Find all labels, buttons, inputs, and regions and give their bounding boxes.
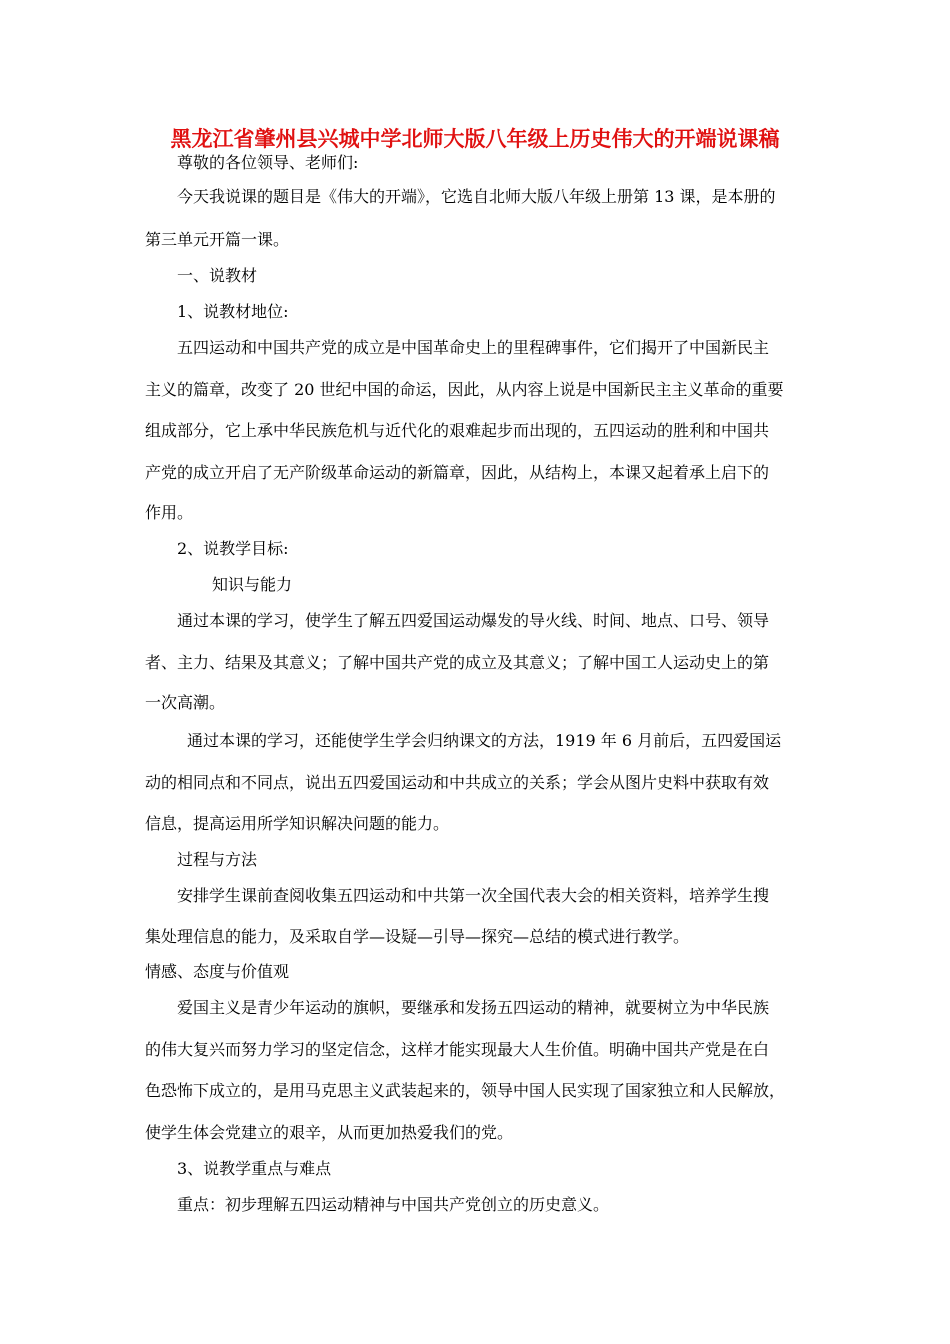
paragraph-line: 安排学生课前查阅收集五四运动和中共第一次全国代表大会的相关资料，培养学生搜 [177, 886, 770, 905]
subheading: 知识与能力 [212, 575, 293, 594]
paragraph-line: 的伟大复兴而努力学习的坚定信念，这样才能实现最大人生价值。明确中国共产党是在白 [145, 1040, 770, 1059]
paragraph-line: 第三单元开篇一课。 [145, 230, 290, 249]
paragraph-line: 五四运动和中国共产党的成立是中国革命史上的里程碑事件，它们揭开了中国新民主 [177, 338, 770, 357]
paragraph-line: 今天我说课的题目是《伟大的开端》，它选自北师大版八年级上册第 13 课，是本册的 [177, 187, 776, 206]
paragraph-line: 动的相同点和不同点，说出五四爱国运动和中共成立的关系；学会从图片史料中获取有效 [145, 773, 770, 792]
paragraph-line: 组成部分，它上承中华民族危机与近代化的艰难起步而出现的，五四运动的胜利和中国共 [145, 421, 770, 440]
paragraph-line: 产党的成立开启了无产阶级革命运动的新篇章，因此，从结构上，本课又起着承上启下的 [145, 463, 770, 482]
subsection-heading: 3、说教学重点与难点 [177, 1159, 332, 1178]
paragraph-line: 通过本课的学习，还能使学生学会归纳课文的方法，1919 年 6 月前后，五四爱国运 [187, 731, 782, 750]
paragraph-line: 重点：初步理解五四运动精神与中国共产党创立的历史意义。 [177, 1195, 610, 1214]
subsection-heading: 2、说教学目标: [177, 539, 289, 558]
paragraph-line: 色恐怖下成立的，是用马克思主义武装起来的，领导中国人民实现了国家独立和人民解放， [145, 1081, 786, 1100]
subsection-heading: 1、说教材地位: [177, 302, 289, 321]
document-title: 黑龙江省肇州县兴城中学北师大版八年级上历史伟大的开端说课稿 [170, 127, 780, 151]
paragraph-line: 集处理信息的能力，及采取自学—设疑—引导—探究—总结的模式进行教学。 [145, 927, 690, 946]
paragraph-line: 作用。 [145, 503, 194, 522]
subheading: 过程与方法 [177, 850, 258, 869]
paragraph-line: 一次高潮。 [145, 693, 226, 712]
paragraph-line: 使学生体会党建立的艰辛，从而更加热爱我们的党。 [145, 1123, 514, 1142]
paragraph-line: 信息，提高运用所学知识解决问题的能力。 [145, 814, 450, 833]
section-heading: 一、说教材 [177, 266, 258, 285]
paragraph-line: 爱国主义是青少年运动的旗帜，要继承和发扬五四运动的精神，就要树立为中华民族 [177, 998, 770, 1017]
paragraph-line: 通过本课的学习，使学生了解五四爱国运动爆发的导火线、时间、地点、口号、领导 [177, 611, 770, 630]
greeting: 尊敬的各位领导、老师们: [177, 153, 359, 172]
subheading: 情感、态度与价值观 [145, 962, 290, 981]
paragraph-line: 者、主力、结果及其意义；了解中国共产党的成立及其意义；了解中国工人运动史上的第 [145, 653, 770, 672]
paragraph-line: 主义的篇章，改变了 20 世纪中国的命运，因此，从内容上说是中国新民主主义革命的重要 [145, 380, 784, 399]
